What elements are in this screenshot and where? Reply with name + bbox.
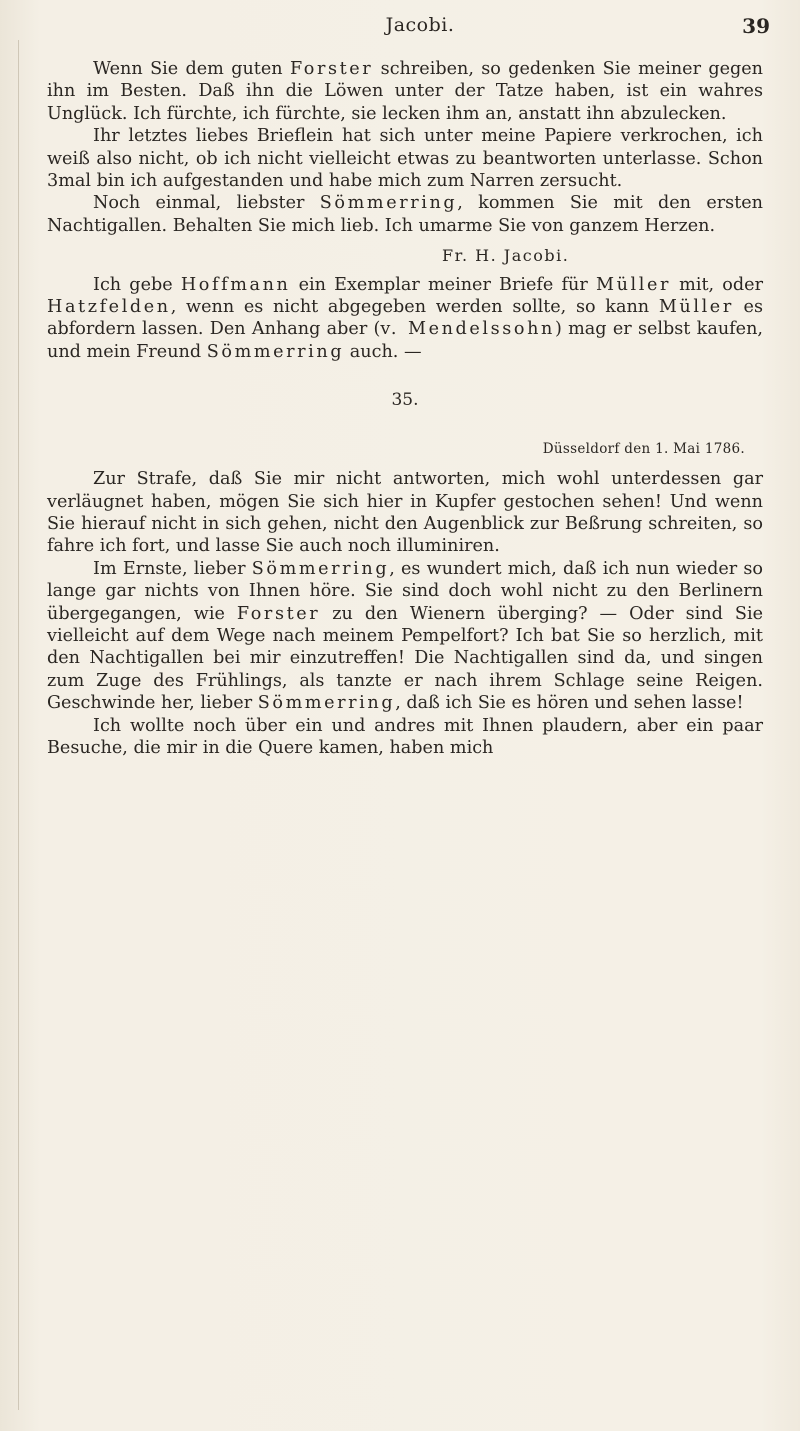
person-name: v. Mendelssohn	[380, 319, 555, 340]
page-gutter-line	[18, 40, 19, 1410]
person-name: Sömmerring	[319, 193, 458, 214]
postscript: Ich gebe Hoffmann ein Exemplar meiner Briefe für Müller mit, oder Hatzfelden, wenn es nicht abgegeben werden sollte, so kann Müller es abfordern lassen. Den Anhang aber (v. Mendelssohn) mag er selbst kaufen, und mein Freund Sömmerring auch. —	[47, 274, 763, 362]
paragraph: Noch einmal, liebster Sömmerring, kommen Sie mit den ersten Nachtigallen. Behalten Sie mich lieb. Ich umarme Sie von ganzem Herzen.	[47, 193, 764, 236]
paragraph: Ich wollte noch über ein und andres mit Ihnen plaudern, aber ein paar Besuche, die mir in die Quere kamen, haben mich	[47, 715, 763, 758]
person-name: Hatzfelden	[47, 297, 171, 318]
letter-number: 35.	[391, 390, 419, 411]
paragraph: Wenn Sie dem guten Forster schreiben, so gedenken Sie meiner gegen ihn im Besten. Daß ihn die Löwen unter der Tatze haben, ist ein wahres Unglück. Ich fürchte, ich fürchte, sie lecken ihm an, anstatt ihn abzulecken.	[47, 59, 763, 124]
running-head: Jacobi.	[385, 14, 455, 36]
person-name: Müller	[595, 274, 671, 295]
person-name: Sömmerring	[251, 558, 390, 579]
paragraph: Zur Strafe, daß Sie mir nicht antworten, mich wohl unterdessen gar verläugnet haben, mögen Sie sich hier in Kupfer gestochen sehen! Und wenn Sie hierauf nicht in sich gehen, nicht den Augenblick zur Beßrung schreiten, so fahre ich fort, und lasse Sie auch noch illuminiren.	[47, 469, 763, 557]
person-name: Sömmerring	[206, 341, 345, 362]
signature: Fr. H. Jacobi.	[442, 246, 570, 266]
letter-dateline: Düsseldorf den 1. Mai 1786.	[542, 440, 745, 457]
person-name: Forster	[236, 603, 321, 624]
person-name: Müller	[658, 297, 734, 318]
page-header	[70, 14, 770, 42]
paragraph: Ihr letztes liebes Brieflein hat sich unter meine Papiere verkrochen, ich weiß also nicht, ob ich nicht vielleicht etwas zu beantworten unterlasse. Schon 3mal bin ich aufgestanden und habe mich zum Narren zersucht.	[47, 126, 763, 192]
page-number: 39	[742, 14, 770, 38]
paragraph: Im Ernste, lieber Sömmerring, es wundert mich, daß ich nun wieder so lange gar nichts von Ihnen höre. Sie sind doch wohl nicht zu den Berlinern übergegangen, wie Forster zu den Wienern überging? — Oder sind Sie vielleicht auf dem Wege nach meinem Pempelfort? Ich bat Sie so herzlich, mit den Nachtigallen bei mir einzutreffen! Die Nachtigallen sind da, und singen zum Zuge des Frühlings, als tanzte er nach ihrem Schlage seine Reigen. Geschwinde her, lieber Sömmerring, daß ich Sie es hören und sehen lasse!	[47, 558, 763, 714]
page-body	[47, 58, 763, 759]
person-name: Hoffmann	[180, 274, 291, 295]
person-name: Forster	[289, 59, 374, 79]
person-name: Sömmerring	[257, 693, 396, 714]
